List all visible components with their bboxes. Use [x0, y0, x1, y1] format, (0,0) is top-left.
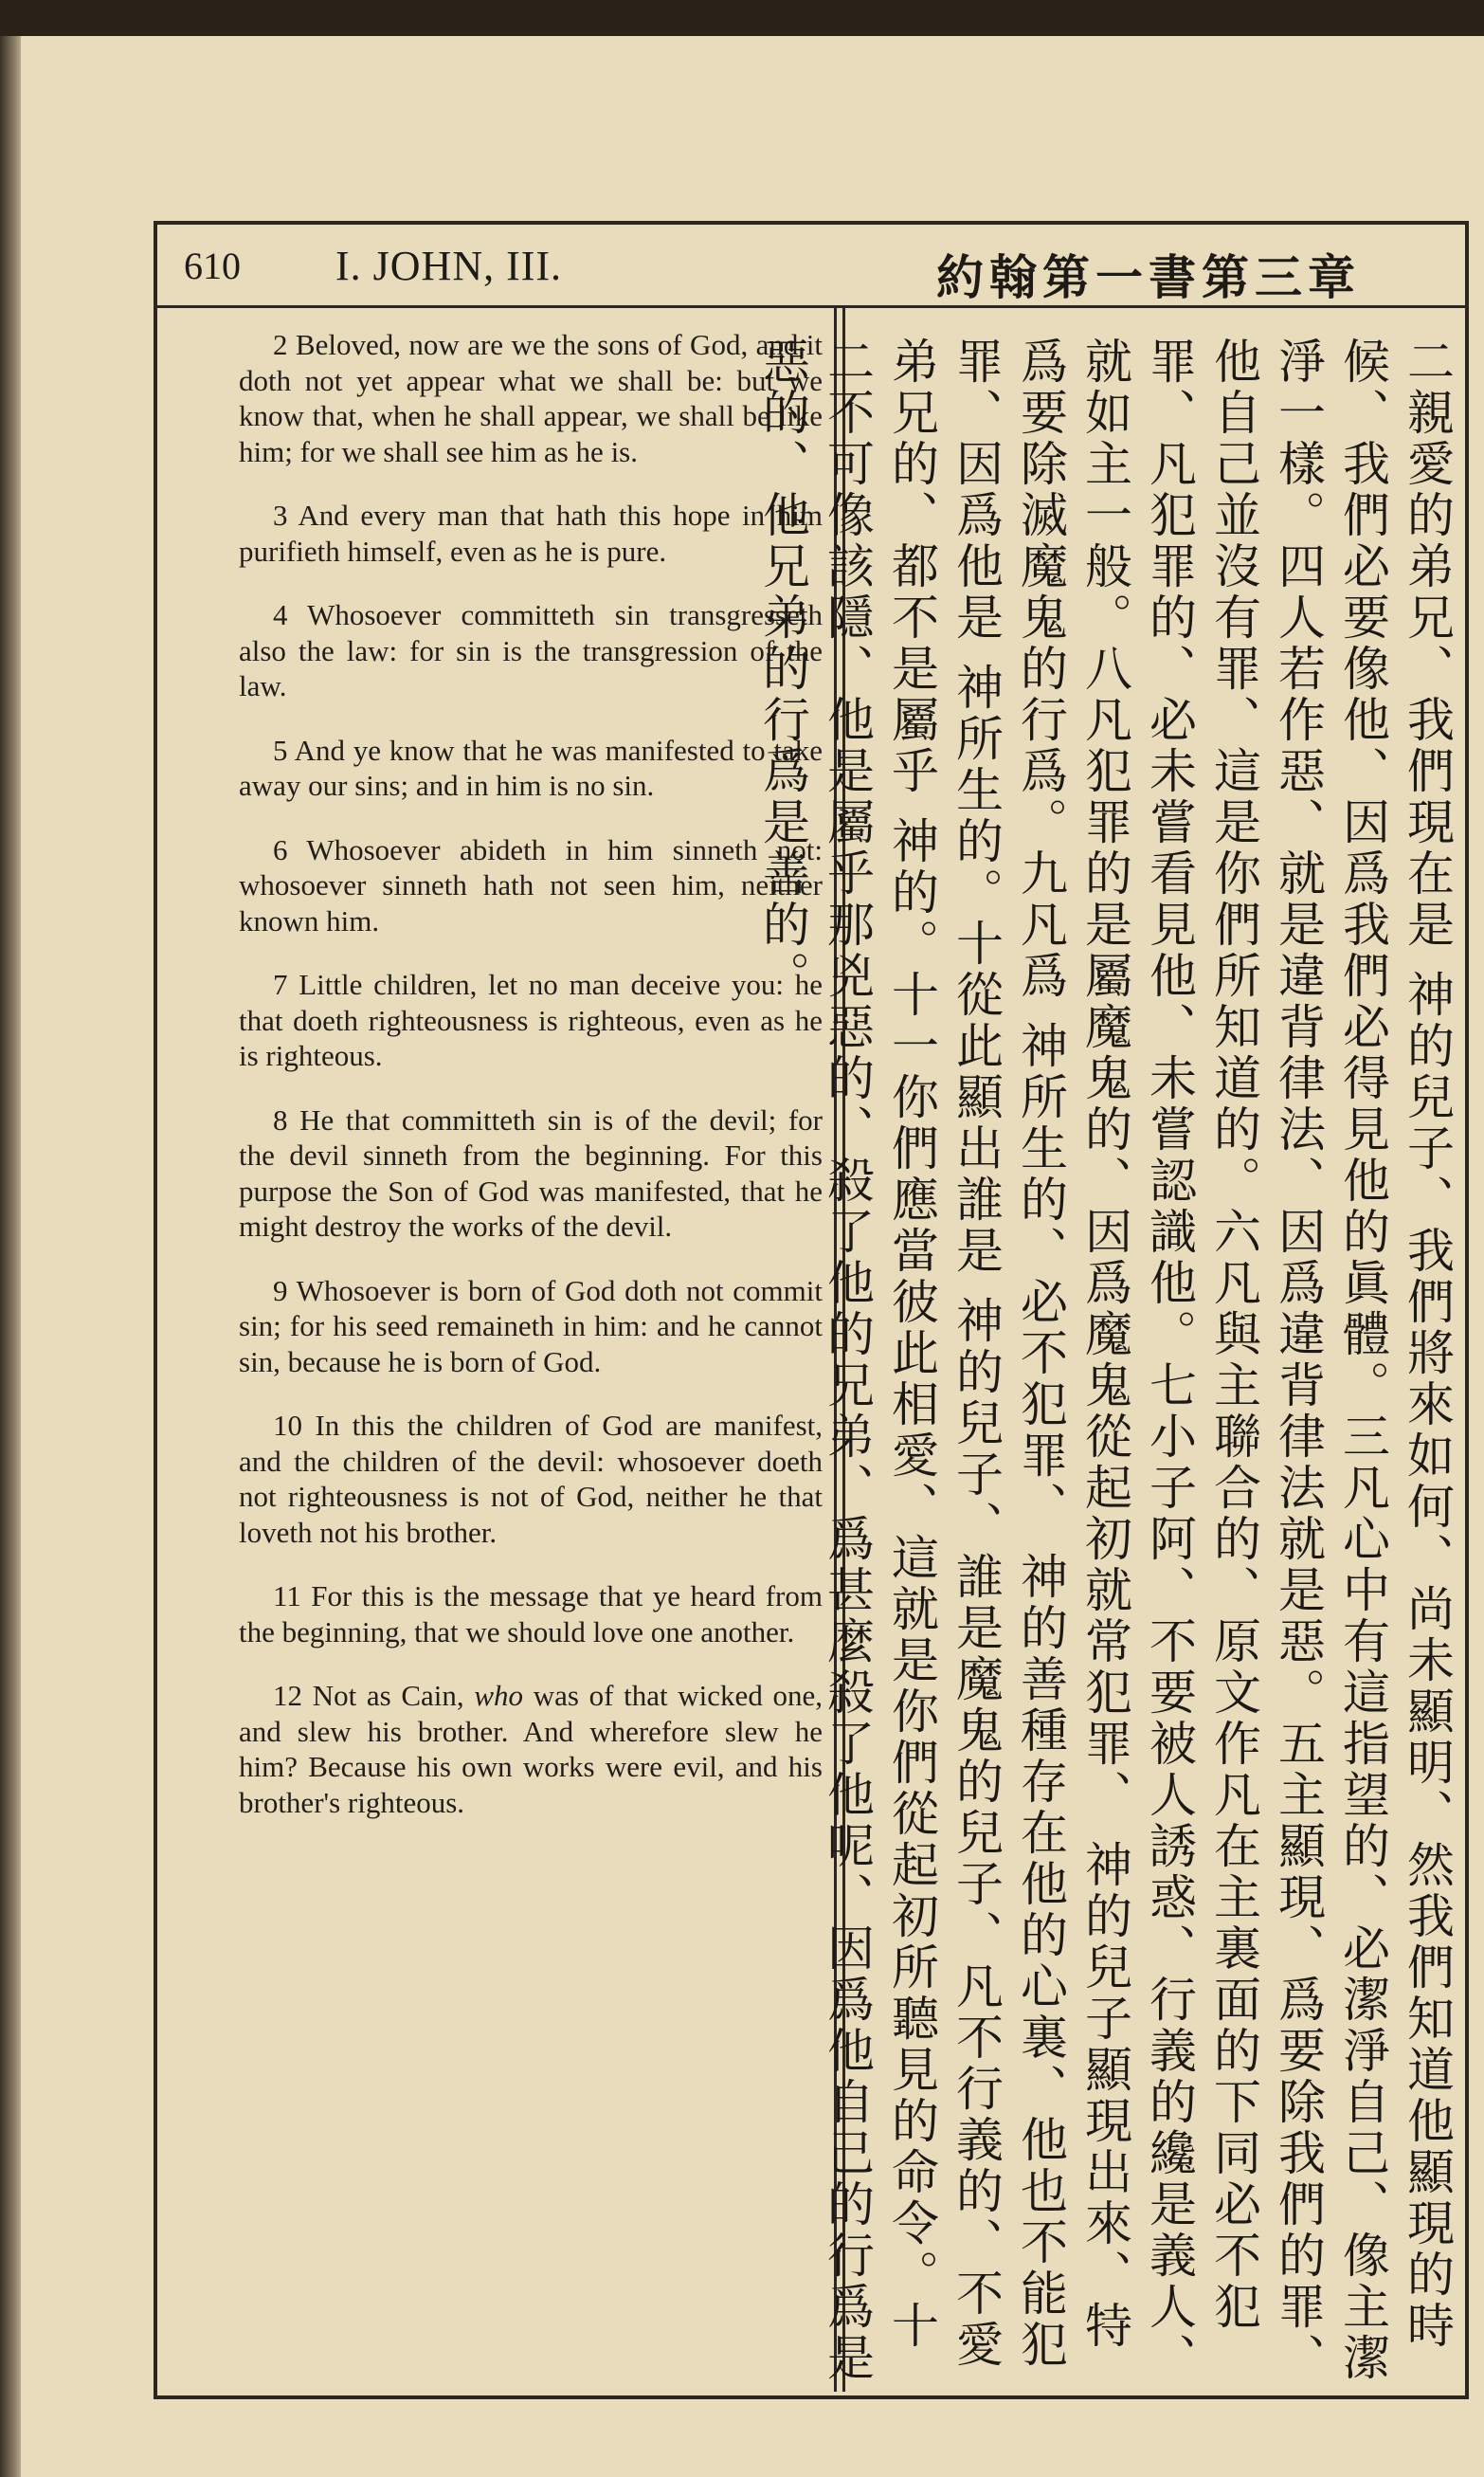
- page: [21, 36, 1484, 2477]
- chinese-text: 二親愛的弟兄、我們現在是 神的兒子、我們將來如何、尚未顯明、然我們知道他顯現的時候、我們必要像他、因爲我們必得見他的眞體。三凡心中有這指望的、必潔淨自己、像主潔淨一樣。四人若作惡、就是違背律法、因爲違背律法就是惡。五主顯現、爲要除我們的罪、他自己並沒有罪、這是你們所知道的。六凡與主聯合的、原文作凡在主裏面的下同必不犯罪、凡犯罪的、必未嘗看見他、未嘗認識他。七小子阿、不要被人誘惑、行義的纔是義人、就如主一般。八凡犯罪的是屬魔鬼的、因爲魔鬼從起初就常犯罪、 神的兒子顯現出來、特爲要除滅魔鬼的行爲。九凡爲 神所生的、必不犯罪、 神的善種存在他的心裏、他也不能犯罪、因爲他是 神所生的。十從此顯出誰是 神的兒子、誰是魔鬼的兒子、凡不行義的、不愛弟兄的、都不是屬乎 神的。十一你們應當彼此相愛、這就是你們從起初所聽見的命令。十二不可像該隱、他是屬乎那兇惡的、殺了他的兄弟、爲甚麼殺了他呢、因爲他自己的行爲是惡的、他兄弟的行爲是善的。: [755, 337, 1455, 2384]
- verse-12: 12 Not as Cain, who was of that wicked one, and slew his brother. And wherefore slew he him? Because his own works were evil, and his brother's righteous.: [239, 1679, 823, 1819]
- verse-6: 6 Whosoever abideth in him sinneth not: whosoever sinneth hath not seen him, neither known him.: [239, 832, 823, 938]
- english-column: [239, 327, 823, 1849]
- page-frame: [154, 221, 1469, 2399]
- chinese-book-title: 約翰第一書第三章: [936, 250, 1361, 305]
- page-edge: [0, 36, 21, 2477]
- running-header: [157, 225, 1465, 308]
- verse-3: 3 And every man that hath this hope in him purifieth himself, even as he is pure.: [239, 499, 823, 568]
- verse-11: 11 For this is the message that ye heard from the beginning, that we should love one another.: [239, 1579, 823, 1648]
- verse-8: 8 He that committeth sin is of the devil; for the devil sinneth from the beginning. For this purpose the Son of God was manifested, that he might destroy the works of the devil.: [239, 1102, 823, 1243]
- verse-10: 10 In this the children of God are manifest, and the children of the devil: whosoever doeth not righteousness is not of God, neither he that loveth not his brother.: [239, 1409, 823, 1549]
- verse-2: 2 Beloved, now are we the sons of God, and it doth not yet appear what we shall be: but we know that, when he shall appear, we shall be like him; for we shall see him as he is.: [239, 328, 823, 468]
- page-number: 610: [184, 245, 241, 287]
- verse-7: 7 Little children, let no man deceive you: he that doeth righteousness is righteous, even as he is righteous.: [239, 968, 823, 1072]
- verse-4: 4 Whosoever committeth sin transgresseth also the law: for sin is the transgression of the law.: [239, 598, 823, 702]
- book-title: I. JOHN, III.: [335, 243, 563, 289]
- verse-5: 5 And ye know that he was manifested to take away our sins; and in him is no sin.: [239, 733, 823, 802]
- verse-9: 9 Whosoever is born of God doth not commit sin; for his seed remaineth in him: and he cannot sin, because he is born of God.: [239, 1273, 823, 1378]
- chinese-column: [755, 337, 1459, 2384]
